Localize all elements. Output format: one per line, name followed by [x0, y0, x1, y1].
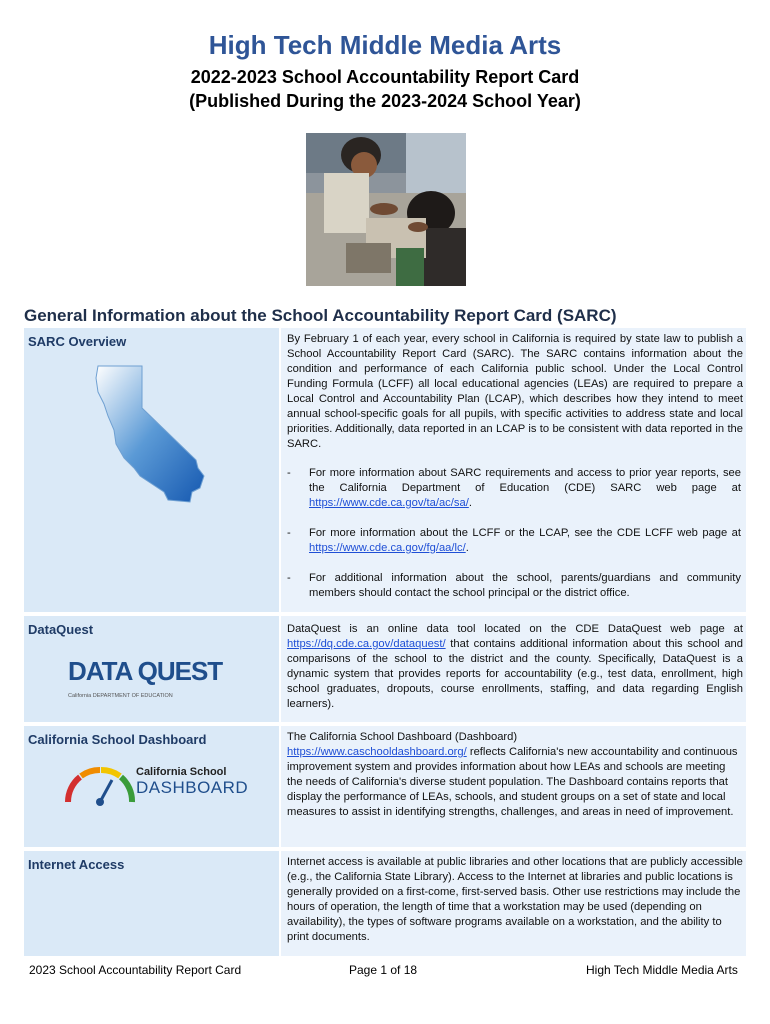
bullet-dash: -	[287, 572, 291, 584]
dataquest-label-cell	[24, 616, 279, 722]
california-map-icon	[94, 364, 224, 509]
dataquest-logo-text: DATA QUEST	[68, 656, 223, 686]
bullet-2-body: For more information about the LCFF or the LCAP, see the CDE LCFF web page at	[309, 527, 741, 539]
footer-left: 2023 School Accountability Report Card	[29, 963, 242, 977]
sarc-bullet-1-text	[309, 466, 741, 511]
dataquest-logo	[68, 656, 238, 712]
dashboard-label-cell	[24, 726, 279, 847]
footer-right: High Tech Middle Media Arts	[586, 963, 738, 977]
internet-access-content	[281, 851, 746, 956]
sarc-bullet-3-text: For additional information about the school, parents/guardians and community members should contact the school principal or the district office.	[309, 572, 741, 599]
page-subtitle	[0, 65, 770, 113]
internet-access-label-cell	[24, 851, 279, 956]
dashboard-label: California School Dashboard	[28, 732, 207, 747]
dashboard-text-first: The California School Dashboard (Dashboard)	[287, 731, 518, 743]
section-heading: General Information about the School Accountability Report Card (SARC)	[24, 306, 617, 325]
dashboard-row	[24, 726, 746, 847]
dataquest-text-before: DataQuest is an online data tool located on the CDE DataQuest web page at	[287, 623, 743, 635]
dataquest-content	[281, 616, 746, 722]
dashboard-link[interactable]: https://www.caschooldashboard.org/	[287, 746, 467, 758]
sarc-bullet-2-text	[309, 526, 741, 556]
dataquest-text-after: that contains additional information about this school and comparisons of the school to the district and the county. Specifically, DataQuest is a dynamic system that provides reports for accountability (e.g., test data, enrollment, high school graduates, dropouts, course enrollments, staffing, and data regarding English learners).	[287, 638, 743, 710]
internet-access-label: Internet Access	[28, 857, 125, 872]
dashboard-text-after: reflects California's new accountability and continuous improvement system and provides information about how LEAs and schools are meeting the needs of California's diverse student population. The Dashboard contains reports that display the performance of LEAs, schools, and student groups on a set of state and local measures to assist in identifying strengths, challenges, and areas in need of improvement.	[287, 746, 738, 818]
dataquest-paragraph	[287, 622, 743, 712]
page-title: High Tech Middle Media Arts	[208, 30, 562, 60]
dataquest-row	[24, 616, 746, 722]
dataquest-logo-subtext: California DEPARTMENT OF EDUCATION	[68, 693, 173, 699]
lcff-web-page-link[interactable]: https://www.cde.ca.gov/fg/aa/lc/	[309, 542, 466, 554]
bullet-1-body: For more information about SARC requirements and access to prior year reports, see the California Department of Education (CDE) SARC web page at	[309, 467, 741, 494]
sarc-overview-row	[24, 328, 746, 612]
subtitle-line-2: (Published During the 2023-2024 School Year)	[189, 91, 581, 111]
dashboard-content	[281, 726, 746, 847]
sarc-overview-paragraph: By February 1 of each year, every school in California is required by state law to publish a School Accountability Report Card (SARC). The SARC contains information about the condition and performance of each California public school. Under the Local Control Funding Formula (LCFF) all local educational agencies (LEAs) are required to prepare a Local Control and Accountability Plan (LCAP), which describes how they intend to meet annual school-specific goals for all pupils, with specific activities to address state and local priorities. Additionally, data reported in an LCAP is to be consistent with data reported in the SARC.	[287, 333, 743, 450]
dataquest-label: DataQuest	[28, 622, 94, 637]
dashboard-gauge-icon	[62, 762, 138, 813]
bullet-1-period: .	[468, 497, 472, 509]
dashboard-logo-line1: California School	[136, 766, 227, 778]
sarc-overview-label: SARC Overview	[28, 334, 127, 349]
dashboard-logo-line2: DASHBOARD	[136, 778, 249, 797]
dataquest-link[interactable]: https://dq.cde.ca.gov/dataquest/	[287, 638, 446, 650]
internet-access-paragraph: Internet access is available at public libraries and other locations that are publicly accessible (e.g., the California State Library). Access to the Internet at libraries and public locations is generally provided on a first-come, first-served basis. Other use restrictions may include the hours of operation, the length of time that a workstation may be used (depending on availability), the types of software programs available on a workstation, and the ability to print documents.	[287, 856, 743, 943]
internet-access-row	[24, 851, 746, 956]
subtitle-line-1: 2022-2023 School Accountability Report Card	[190, 67, 580, 87]
bullet-2-period: .	[465, 542, 469, 554]
footer-page-number: Page 1 of 18	[349, 963, 418, 977]
sarc-overview-label-cell	[24, 328, 279, 612]
dashboard-paragraph	[287, 730, 743, 820]
students-photo	[306, 133, 466, 286]
bullet-dash: -	[287, 467, 291, 479]
bullet-dash: -	[287, 527, 291, 539]
sarc-web-page-link[interactable]: https://www.cde.ca.gov/ta/ac/sa/	[309, 497, 469, 509]
sarc-overview-content	[281, 328, 746, 612]
